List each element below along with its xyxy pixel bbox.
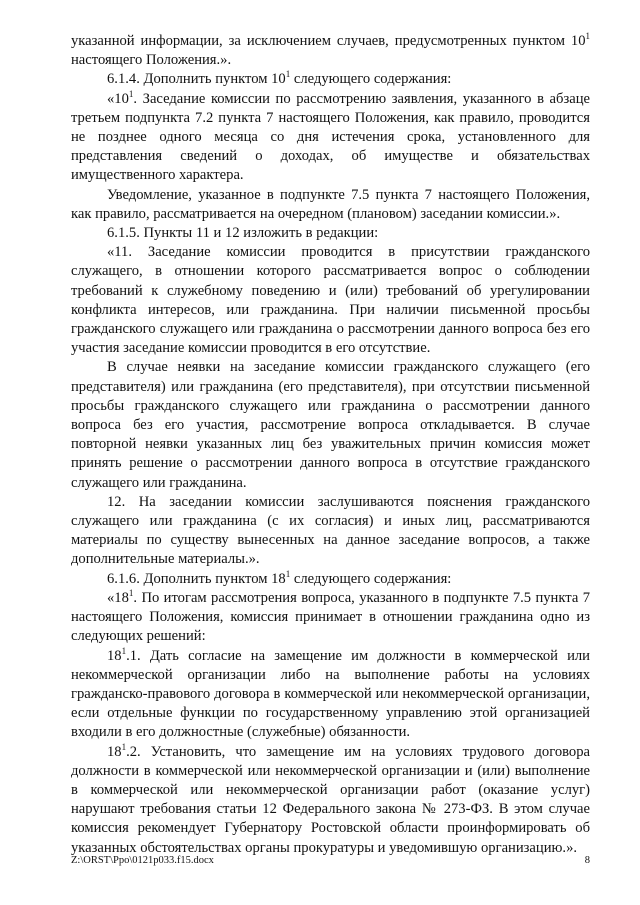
paragraph (71, 32, 590, 70)
paragraph (71, 647, 590, 743)
paragraph-text: Уведомление, указанное в подпункте 7.5 пункта 7 настоящего Положения, как правило, рассматривается на очередном (плановом) заседании комиссии.». (71, 186, 590, 222)
paragraph-text: 18 (107, 647, 122, 664)
paragraph-text: следующего содержания: (290, 570, 452, 587)
paragraph-text: 12. На заседании комиссии заслушиваются пояснения гражданского служащего или гражданина (с их согласия) и иных лиц, рассматриваются материалы по существу вынесенных на данное заседание вопросов, а также дополнительные материалы.». (71, 493, 590, 568)
paragraph (71, 743, 590, 858)
paragraph-text: .1. Дать согласие на замещение им должности в коммерческой или некоммерческой организации либо на выполнение работы на условиях гражданско-правового договора в коммерческой или некоммерческой организации, если отдельные функции по государственному управлению этой организацией входили в его должностные (служебные) обязанности. (71, 647, 590, 741)
superscript-index: 1 (585, 31, 590, 41)
superscript-index: 1 (285, 568, 291, 579)
paragraph (71, 70, 590, 89)
paragraph-text: «18 (107, 589, 129, 606)
paragraph-text: 6.1.4. Дополнить пунктом 10 (107, 71, 286, 88)
paragraph-text: В случае неявки на заседание комиссии гражданского служащего (его представителя) или гражданина (его представителя), при отсутствии письменной просьбы гражданского служащего или гражданина о рассмотрении данного вопроса без его участия, рассмотрение вопроса откладывается. В случае повторной неявки указанных лиц без уважительных причин комиссия может принять решение о рассмотрении данного вопроса в отсутствие гражданского служащего или гражданина. (71, 359, 590, 491)
paragraph-text: «10 (107, 90, 129, 107)
paragraph-text: 6.1.5. Пункты 11 и 12 изложить в редакции: (107, 225, 379, 242)
paragraph-text: указанной информации, за исключением случаев, предусмотренных пунктом 10 (71, 33, 586, 49)
superscript-index: 1 (128, 88, 134, 99)
document-body (71, 32, 590, 858)
paragraph (71, 493, 590, 570)
paragraph (71, 243, 590, 358)
paragraph-text: 6.1.6. Дополнить пунктом 18 (107, 570, 286, 587)
paragraph-text: «11. Заседание комиссии проводится в присутствии гражданского служащего, в отношении которого рассматривается вопрос о соблюдении требований к служебному поведению и (или) требований об урегулировании конфликта интересов, или гражданина. При наличии письменной просьбы гражданского служащего или гражданина о рассмотрении данного вопроса без его участия заседание комиссии проводится в его отсутствие. (71, 244, 590, 357)
footer-file-path: Z:\ORST\Ppo\0121p033.f15.docx (71, 855, 214, 866)
paragraph-text: настоящего Положения.». (71, 52, 232, 69)
paragraph-text: .2. Установить, что замещение им на условиях трудового договора должности в коммерческой или некоммерческой организации и (или) выполнение в коммерческой или некоммерческой организации работ (оказание услуг) нарушают требования статьи 12 Федерального закона № 273-ФЗ. В этом случае комиссия рекомендует Губернатору Ростовской области проинформировать об указанных обстоятельствах органы прокуратуры и уведомившую организацию.». (71, 743, 590, 856)
paragraph-text: 18 (107, 743, 122, 760)
paragraph (71, 186, 590, 224)
paragraph-text: . По итогам рассмотрения вопроса, указанного в подпункте 7.5 пункта 7 настоящего Положения, комиссия принимает в отношении гражданина одно из следующих решений: (71, 589, 590, 645)
paragraph (71, 570, 590, 589)
paragraph-text: следующего содержания: (290, 71, 452, 88)
page-footer (71, 855, 590, 866)
paragraph (71, 358, 590, 492)
superscript-index: 1 (128, 587, 134, 598)
paragraph-text: . Заседание комиссии по рассмотрению заявления, указанного в абзаце третьем подпункта 7.2 пункта 7 настоящего Положения, как правило, проводится не позднее одного месяца со дня истечения срока, установленного для представления сведений о доходах, об имуществе и обязательствах имущественного характера. (71, 90, 590, 184)
paragraph (71, 589, 590, 647)
superscript-index: 1 (121, 741, 127, 752)
paragraph (71, 90, 590, 186)
superscript-index: 1 (121, 645, 127, 656)
superscript-index: 1 (285, 69, 291, 80)
footer-page-number: 8 (584, 855, 590, 866)
paragraph (71, 224, 590, 243)
